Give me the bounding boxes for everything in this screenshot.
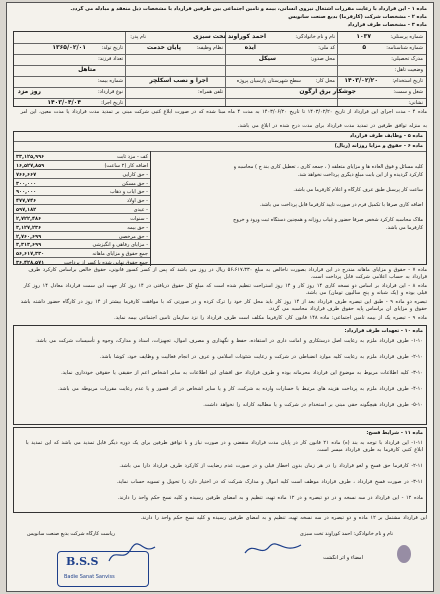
article-7: ماده ۷ - حقوق و مزایای ماهانه مندرج در این قرارداد بصورت ناخالص به مبلغ ۵۶،۶۱۷،۳۳۰ ریال در روز می باشد که پس از کسر کسور قانونی، حقوق خالص براساس کارکرد طرف قرارداد به حساب اعلامی شرکت قابل پرداخت است. — [28, 267, 427, 281]
id-label: شماره پرسنلی: — [390, 34, 423, 40]
salary-row — [14, 257, 150, 267]
salary-table — [14, 151, 151, 266]
article-4: ماده ۴ - مدت اجرای این قرارداد از تاریخ ۱۴۰۳/۰۲/۲۰ تا تاریخ ۱۴۰۳/۰۶/۲۰ به مدت ۴ ماه مبنا شده که در صورت ابلاغ کتبی شرکت مبنی بر تمدید مدت قرارداد یا مدت معین، این امر — [20, 109, 427, 115]
termination-1: ۱-۱۱- این قرارداد با توجه به بند (ه) ماده ۲۱ قانون کار در پایان مدت قرارداد منقضی و در صورت نیاز و با توافق طرفین برای یک دوره دیگر قابل تمدید می باشد که این تمدید با ابلاغ کتبی کارفرما به طرف قرارداد میسر است. — [25, 440, 423, 454]
footer-text: این قرارداد مشتمل بر ۱۲ ماده و دو تبصره در سه نسخه تهیه، تنظیم و به امضای طرفین رسیده و کلیه نسخ حکم واحد را دارند. — [140, 515, 427, 521]
name-value: احمد کوراوند تخت سبزی — [193, 33, 266, 40]
cert-label: شماره شناسنامه: — [386, 45, 423, 51]
article-4b: به منزله توافق طرفین در تمدید مدت قرارداد برای مدت درج شده در ابلاغ می باشد. — [237, 123, 427, 129]
header-line2: ماده ۲ - مشخصات شرکت (کارفرما) بدیع صنعت سانویس — [288, 14, 427, 20]
military-value: پایان خدمت — [146, 44, 181, 51]
salary-row-label: - حق اولاد — [126, 198, 148, 205]
salary-row-value: ۹۰۰,۰۰۰ — [16, 189, 37, 196]
employer-signature-icon — [107, 543, 157, 565]
daily-wage-label: روز مزد — [17, 88, 41, 95]
employee-name-line: نام و نام خانوادگی: احمد کوراوند تخت سبزی — [299, 531, 393, 537]
birth-label: تاریخ تولد: — [101, 45, 123, 51]
duty-p6: کارفرما می باشد. — [385, 225, 423, 231]
salary-row-value: ۳۰۰,۰۰۰ — [16, 180, 37, 187]
issue-value: ایذه — [244, 44, 256, 51]
obligation-4: ۴-۱۰- طرف قرارداد ملزم به پرداخت هزینه های مرتبط با خسارات وارده به شرکت، کار و یا سایر اشخاص در اثر قصور و یا عدم رعایت مقررات مربوطه می باشد. — [58, 386, 423, 392]
salary-row-label: - عیدی — [133, 207, 148, 214]
salary-row-value: ۳,۱۲۷,۲۳۶ — [16, 224, 42, 231]
salary-row-label: جمع حقوق نهایی شده با کسر از پرداخت — [63, 260, 148, 267]
termination-3: ۳-۱۱- در صورت فسخ قرارداد ، طرف قرارداد موظف است کلیه اموال و مدارک شرکت که در اختیار دارد را تحویل و تسویه حساب نماید. — [116, 479, 423, 485]
salary-row-value: ۷۶۶,۶۶۷ — [16, 171, 37, 178]
children-label: تعداد فرزند: — [98, 56, 123, 62]
salary-row-label: - حق کارایی — [122, 171, 148, 178]
contract-date-value: ۱۴۰۳/۰۴/۰۴ — [47, 99, 81, 106]
duty-p1: کلیه مسائل و فوق العاده ها و مزایای متعلقه ( ، جمعه کاری ، تعطیل کاری بند ج ) محاسبه و — [233, 164, 423, 170]
duties-salary-box — [13, 131, 427, 265]
location-label: محل کار: — [315, 78, 335, 84]
contract-type-label: نوع قرارداد: — [97, 89, 123, 95]
marital-value: متاهل — [78, 66, 96, 73]
duty-p4: اضافه کاری صرفا با تکمیل فرم در صورت تایید کارفرما قابل پرداخت می باشد. — [259, 202, 423, 208]
article-9: تبصره دو ماده ۹ - طبق این تبصره طرف قرارداد بعد از ۱۴ روز کار باید محل کار خود را ترک کرده و در صورتی که با موافقت کارفرما بیشتر از ۱۴ روز در کارگاه حضور داشته باشد حقوق و مزایای ان براساس پایه حقوق طرف قرارداد محاسبه می گردد. — [20, 299, 427, 313]
article-8: ماده ۸ - این قرارداد بر اساس دو نسخه کاری ۱۴ روز کار و ۱۴ روز استراحت تنظیم شده است که مبلغ کل حقوق دریافتی در ۱۴ روز کار جهت این سمت قرارداد معادل ۱۴ روز کار قبلی بوده و (یک شبانه و پنج سالیون تومان) می باشد. — [23, 283, 427, 297]
salary-row-value: ۳۶,۴۲۸,۵۷۱ — [16, 260, 45, 267]
obligation-5: ۵-۱۰- طرف قرارداد هیچگونه حقی مبنی بر استخدام در شرکت و یا مطالبه کارانه را نخواهد داشت. — [203, 402, 423, 408]
duty-p3: ساعت کار پرسنل طبق عرف کارگاه و اعلام کارفرما می باشد. — [293, 187, 423, 193]
salary-row-value: ۱۶,۵۲۷,۸۵۹ — [16, 162, 45, 169]
address-value: جوشکار برق آرگون — [299, 88, 356, 95]
national-value: ۱۳۶۵/۰۲/۰۱ — [52, 44, 86, 51]
salary-row-label: - حق ایاب و ذهاب — [110, 189, 148, 196]
employee-info-box — [13, 31, 427, 107]
salary-row-label: اضافه کار (۲ ساعت) — [104, 162, 148, 169]
location-value: سطح شهرستان پارسیان پروژه — [236, 78, 301, 84]
salary-row-label: جمع حقوق و مزایای ماهانه — [92, 251, 148, 258]
salary-title: ماده ۶ - حقوق و مزایا روزانه (ریال) — [334, 143, 423, 149]
duty-p2: کارکرد گردیده و از این بابت مبلغ دیگری پرداخت نخواهد شد. — [297, 172, 423, 178]
termination-2: ۲-۱۱- کارفرما حق فسخ و لغو قرارداد را در هر زمان بدون اخطار قبلی و در صورت عدم رضایت از کارکرد طرف قرارداد دارا می باشد. — [119, 463, 423, 469]
employee-signature-icon — [243, 539, 303, 559]
father-label: نام پدر: — [130, 34, 146, 40]
military-label: نظام وظیفه: — [196, 45, 223, 51]
article-10-title: ماده ۱۰ - تعهدات طرف قرارداد: — [344, 328, 423, 334]
employer-label: ریاست کارگاه شرکت بدیع صنعت سانویس — [27, 531, 116, 537]
header-line1: ماده ۱ - این قرارداد با رعایت مقررات اشتغال نیروی انسانی، بیمه و تامین اجتماعی بین طرفین قرارداد با مشخصات ذیل منعقد و مبادله می گردد. — [70, 6, 427, 12]
salary-row-value: ۳۳,۱۲۵,۹۹۶ — [16, 154, 45, 160]
obligation-1: ۱-۱۰- طرف قرارداد ملزم به رعایت اصل درستکاری و امانت داری در استفاده، حفظ و نگهداری و مصرف اموال، تجهیزات، اسناد و مدارک، وجوه و تأسیسات شرکت می باشد. — [35, 338, 423, 344]
insurance-label: شماره بیمه: — [97, 78, 123, 84]
article-5-title: ماده ۵ - وظایف طرف قرارداد — [349, 133, 423, 139]
phone-label: تلفن همراه: — [198, 89, 223, 95]
salary-row-label: - حق مسکن — [122, 180, 148, 187]
contract-date-label: تاریخ اجرا: — [101, 100, 123, 106]
job-label: شغل و سمت: — [393, 89, 423, 95]
employee-signature-label: امضاء و اثر انگشت — [323, 555, 363, 561]
header-line3: ماده ۳ - مشخصات طرف قرارداد — [347, 22, 427, 28]
salary-row-value: ۵۶,۶۱۷,۳۳۰ — [16, 251, 45, 258]
termination-box — [13, 427, 427, 513]
obligation-3: ۳-۱۰- کلیه اطلاعات مربوط به موضوع این قرارداد محرمانه بوده و طرف قرارداد حق افشای این اطلاعات به سایر اشخاص اعم از حقیقی یا حقوقی خودداری نماید. — [61, 370, 423, 376]
issue-label: محل صدور: — [310, 56, 335, 62]
contract-page — [6, 2, 434, 592]
duty-p5: ملاک محاسبه کارکرد شخص صرفا حضور و غیاب روزانه و همچنین دستگاه ثبت ورود و خروج — [233, 217, 423, 223]
salary-row-value: ۳,۳۱۳,۶۹۹ — [16, 242, 42, 249]
salary-row-value: ۲,۷۶۰,۶۹۹ — [16, 233, 42, 240]
cert-value: ۵ — [362, 44, 366, 51]
salary-row-value: ۵۹۷,۱۸۲ — [16, 207, 37, 214]
salary-row-value: ۴۷۷,۷۴۶ — [16, 198, 37, 205]
edu-label: مدرک تحصیلی: — [391, 56, 423, 62]
salary-row-label: کف - مزد ثابت — [116, 154, 148, 160]
national-label: کد ملی: — [318, 45, 335, 51]
stamp-logo: B.S.S — [66, 555, 99, 568]
job-value: اجرا و نصب اسکلچر — [149, 77, 208, 84]
stamp-text: Badie Sanat Sanviss — [64, 574, 115, 580]
id-value: ۱۰۳۷ — [356, 33, 371, 40]
marital-label: وضعیت تاهل: — [394, 67, 423, 73]
obligations-box — [13, 325, 427, 425]
salary-row-label: - حق مرخصی — [118, 233, 148, 240]
article-11-title: ماده ۱۱ - شرایط فسخ: — [366, 430, 423, 436]
salary-row-label: - مزایای رفاهی و انگیزشی — [92, 242, 148, 249]
obligation-2: ۲-۱۰- طرف قرارداد ملزم به رعایت کلیه موارد انضباطی در شرکت و رعایت شئونات اسلامی و عرف در انجام فعالیت و وظایف خود، کوشا باشد. — [100, 354, 423, 360]
article-12: ماده ۱۲ - این قرارداد در سه نسخه و در دو تبصره و در ۱۲ ماده تهیه، تنظیم و به امضای طرفین رسیده و کلیه نسخ حکم واحد را دارند. — [117, 495, 423, 501]
name-label: نام و نام خانوادگی: — [295, 34, 335, 40]
address-label: نشانی: — [408, 100, 423, 106]
hire-label: تاریخ استخدام: — [392, 78, 423, 84]
salary-row-value: ۲,۷۲۲,۴۸۶ — [16, 215, 42, 222]
salary-row-label: - حق بیمه — [127, 224, 148, 231]
hire-value: ۱۴۰۳/۰۲/۲۰ — [344, 77, 378, 84]
edu-value: سیکل — [258, 55, 276, 62]
salary-row-label: - سنوات — [130, 215, 148, 222]
fingerprint-icon — [395, 543, 413, 565]
article-9b: ماده ۹ - تبصره یک از بیمه تامین اجتماعی: ماده ۱۴۸ قانون کار، کارفرما مکلف است طرف قرارداد را نزد سازمان تامین اجتماعی بیمه نماید. — [114, 315, 427, 321]
